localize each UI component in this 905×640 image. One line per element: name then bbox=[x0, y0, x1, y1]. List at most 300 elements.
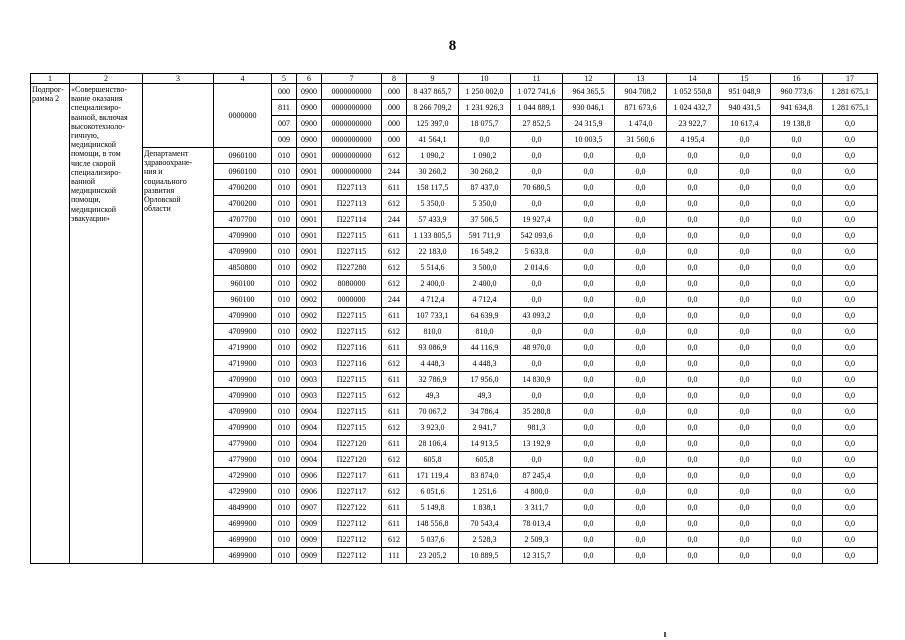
table-body bbox=[31, 84, 878, 564]
table-cell: 0,0 bbox=[667, 404, 719, 420]
table-cell: 010 bbox=[272, 196, 297, 212]
table-cell: 0,0 bbox=[771, 324, 823, 340]
table-cell: 0,0 bbox=[823, 292, 878, 308]
code-cell: 0000000 bbox=[214, 84, 272, 148]
table-cell: 5 350,0 bbox=[459, 196, 511, 212]
table-cell: П227112 bbox=[322, 532, 382, 548]
table-cell: 0903 bbox=[297, 356, 322, 372]
table-cell: 0,0 bbox=[667, 500, 719, 516]
table-cell: 0,0 bbox=[719, 356, 771, 372]
table-cell: 0,0 bbox=[511, 452, 563, 468]
table-cell: 0,0 bbox=[719, 452, 771, 468]
column-header: 17 bbox=[823, 74, 878, 84]
table-cell: 34 786,4 bbox=[459, 404, 511, 420]
table-cell: 0,0 bbox=[771, 436, 823, 452]
table-cell: 0902 bbox=[297, 308, 322, 324]
column-header: 9 bbox=[407, 74, 459, 84]
table-cell: 612 bbox=[382, 532, 407, 548]
table-cell: 4849900 bbox=[214, 500, 272, 516]
table-cell: 0,0 bbox=[771, 548, 823, 564]
table-cell: 0,0 bbox=[667, 532, 719, 548]
table-cell: 5 149,8 bbox=[407, 500, 459, 516]
table-cell: 009 bbox=[272, 132, 297, 148]
table-cell: 0,0 bbox=[771, 484, 823, 500]
table-cell: 4700200 bbox=[214, 180, 272, 196]
table-cell: П227120 bbox=[322, 452, 382, 468]
table-cell: 1 250 002,0 bbox=[459, 84, 511, 100]
table-cell: 0900 bbox=[297, 132, 322, 148]
table-cell: 1 251,6 bbox=[459, 484, 511, 500]
table-cell: 0,0 bbox=[563, 244, 615, 260]
table-cell: 612 bbox=[382, 420, 407, 436]
table-cell: 0,0 bbox=[667, 164, 719, 180]
table-cell: 87 437,0 bbox=[459, 180, 511, 196]
table-cell: 0903 bbox=[297, 388, 322, 404]
column-header: 7 bbox=[322, 74, 382, 84]
table-cell: 0,0 bbox=[823, 276, 878, 292]
column-header: 4 bbox=[214, 74, 272, 84]
table-cell: 0,0 bbox=[615, 516, 667, 532]
table-cell: 4699900 bbox=[214, 516, 272, 532]
table-cell: 612 bbox=[382, 244, 407, 260]
table-cell: 0,0 bbox=[771, 388, 823, 404]
table-cell: 0,0 bbox=[667, 452, 719, 468]
table-cell: 5 350,0 bbox=[407, 196, 459, 212]
table-cell: 010 bbox=[272, 308, 297, 324]
table-cell: 0,0 bbox=[667, 180, 719, 196]
table-cell: 0,0 bbox=[563, 500, 615, 516]
table-cell: 0,0 bbox=[823, 500, 878, 516]
table-cell: 0,0 bbox=[771, 148, 823, 164]
table-cell: 611 bbox=[382, 500, 407, 516]
table-cell: 1 281 675,1 bbox=[823, 100, 878, 116]
table-cell: 010 bbox=[272, 420, 297, 436]
table-cell: 0901 bbox=[297, 180, 322, 196]
table-cell: 244 bbox=[382, 212, 407, 228]
table-cell: П227115 bbox=[322, 388, 382, 404]
table-cell: 0,0 bbox=[823, 324, 878, 340]
table-cell: 0,0 bbox=[667, 260, 719, 276]
table-cell: 0,0 bbox=[563, 420, 615, 436]
table-cell: 0,0 bbox=[823, 516, 878, 532]
table-cell: 000 bbox=[382, 132, 407, 148]
executor-cell-empty bbox=[143, 84, 214, 148]
table-cell: 0,0 bbox=[823, 116, 878, 132]
table-cell: 0,0 bbox=[563, 196, 615, 212]
table-cell: 3 500,0 bbox=[459, 260, 511, 276]
table-cell: П227117 bbox=[322, 468, 382, 484]
table-cell: 0,0 bbox=[511, 148, 563, 164]
table-cell: 3 311,7 bbox=[511, 500, 563, 516]
table-cell: 0,0 bbox=[615, 260, 667, 276]
table-cell: 010 bbox=[272, 484, 297, 500]
table-cell: 0,0 bbox=[667, 196, 719, 212]
table-cell: 0,0 bbox=[771, 244, 823, 260]
table-cell: 0,0 bbox=[823, 340, 878, 356]
table-cell: 010 bbox=[272, 516, 297, 532]
table-cell: 31 560,6 bbox=[615, 132, 667, 148]
table-cell: 0,0 bbox=[771, 276, 823, 292]
table-cell: 0,0 bbox=[615, 436, 667, 452]
table-cell: 612 bbox=[382, 324, 407, 340]
table-cell: 107 733,1 bbox=[407, 308, 459, 324]
table-cell: 0,0 bbox=[771, 196, 823, 212]
table-cell: 83 874,0 bbox=[459, 468, 511, 484]
table-cell: 0,0 bbox=[667, 148, 719, 164]
table-cell: П227116 bbox=[322, 340, 382, 356]
table-cell: 0902 bbox=[297, 292, 322, 308]
table-cell: 0,0 bbox=[719, 324, 771, 340]
table-cell: 0,0 bbox=[719, 180, 771, 196]
table-cell: 612 bbox=[382, 148, 407, 164]
table-cell: 17 956,0 bbox=[459, 372, 511, 388]
table-cell: 244 bbox=[382, 164, 407, 180]
table-cell: 158 117,5 bbox=[407, 180, 459, 196]
column-header: 15 bbox=[719, 74, 771, 84]
column-header: 16 bbox=[771, 74, 823, 84]
table-cell: 0,0 bbox=[615, 180, 667, 196]
table-cell: 0,0 bbox=[563, 436, 615, 452]
table-cell: 0,0 bbox=[511, 132, 563, 148]
table-cell: 4 448,3 bbox=[459, 356, 511, 372]
table-cell: 0,0 bbox=[719, 276, 771, 292]
table-cell: 23 205,2 bbox=[407, 548, 459, 564]
table-cell: 0,0 bbox=[615, 276, 667, 292]
table-cell: 0,0 bbox=[823, 228, 878, 244]
table-cell: 0,0 bbox=[823, 244, 878, 260]
table-cell: 0,0 bbox=[771, 164, 823, 180]
table-cell: 5 633,8 bbox=[511, 244, 563, 260]
table-cell: 1 024 432,7 bbox=[667, 100, 719, 116]
table-cell: 1 090,2 bbox=[407, 148, 459, 164]
table-cell: 010 bbox=[272, 228, 297, 244]
table-cell: 1 072 741,6 bbox=[511, 84, 563, 100]
table-cell: 007 bbox=[272, 116, 297, 132]
table-cell: 0,0 bbox=[615, 292, 667, 308]
table-cell: 2 014,6 bbox=[511, 260, 563, 276]
table-cell: 0,0 bbox=[563, 228, 615, 244]
table-cell: 0,0 bbox=[615, 196, 667, 212]
table-cell: 0,0 bbox=[771, 420, 823, 436]
table-cell: 611 bbox=[382, 308, 407, 324]
table-cell: 0,0 bbox=[563, 404, 615, 420]
table-cell: 0,0 bbox=[615, 484, 667, 500]
table-cell: 0,0 bbox=[667, 436, 719, 452]
column-header: 13 bbox=[615, 74, 667, 84]
table-cell: 93 086,9 bbox=[407, 340, 459, 356]
table-cell: 010 bbox=[272, 276, 297, 292]
table-cell: 0,0 bbox=[615, 388, 667, 404]
table-cell: 964 365,5 bbox=[563, 84, 615, 100]
table-cell: 0,0 bbox=[511, 324, 563, 340]
table-cell: 64 639,9 bbox=[459, 308, 511, 324]
column-header: 1 bbox=[31, 74, 70, 84]
table-cell: 1 231 926,3 bbox=[459, 100, 511, 116]
table-cell: 0,0 bbox=[667, 388, 719, 404]
table-cell: 0,0 bbox=[615, 164, 667, 180]
table-cell: 0,0 bbox=[719, 228, 771, 244]
table-cell: 010 bbox=[272, 356, 297, 372]
table-cell: 8080000 bbox=[322, 276, 382, 292]
table-cell: 0,0 bbox=[719, 516, 771, 532]
table-cell: 30 260,2 bbox=[407, 164, 459, 180]
table-cell: 0906 bbox=[297, 468, 322, 484]
table-cell: 16 549,2 bbox=[459, 244, 511, 260]
table-cell: 4779900 bbox=[214, 436, 272, 452]
table-cell: 010 bbox=[272, 372, 297, 388]
table-cell: 0,0 bbox=[563, 324, 615, 340]
table-cell: 010 bbox=[272, 244, 297, 260]
table-cell: 0,0 bbox=[823, 164, 878, 180]
table-cell: 18 075,7 bbox=[459, 116, 511, 132]
table-cell: 0,0 bbox=[511, 196, 563, 212]
table-cell: 0,0 bbox=[823, 196, 878, 212]
table-cell: 70 067,2 bbox=[407, 404, 459, 420]
table-cell: 0,0 bbox=[615, 532, 667, 548]
table-cell: 810,0 bbox=[459, 324, 511, 340]
table-cell: 0,0 bbox=[719, 468, 771, 484]
table-cell: 0,0 bbox=[771, 500, 823, 516]
table-cell: 0,0 bbox=[771, 372, 823, 388]
table-cell: 0904 bbox=[297, 452, 322, 468]
table-cell: 1 838,1 bbox=[459, 500, 511, 516]
table-cell: 0,0 bbox=[823, 468, 878, 484]
table-cell: 0,0 bbox=[615, 244, 667, 260]
table-cell: 0,0 bbox=[719, 292, 771, 308]
table-cell: 010 bbox=[272, 532, 297, 548]
table-cell: 4709900 bbox=[214, 372, 272, 388]
table-cell: П227112 bbox=[322, 548, 382, 564]
table-cell: 13 192,9 bbox=[511, 436, 563, 452]
table-cell: 0960100 bbox=[214, 164, 272, 180]
table-cell: 244 bbox=[382, 292, 407, 308]
table-cell: 2 400,0 bbox=[459, 276, 511, 292]
table-cell: 000 bbox=[382, 84, 407, 100]
table-cell: П227115 bbox=[322, 244, 382, 260]
table-cell: 0904 bbox=[297, 420, 322, 436]
table-cell: 30 260,2 bbox=[459, 164, 511, 180]
table-cell: П227112 bbox=[322, 516, 382, 532]
table-cell: 0,0 bbox=[823, 372, 878, 388]
table-cell: П227120 bbox=[322, 436, 382, 452]
table-cell: 010 bbox=[272, 436, 297, 452]
table-cell: 1 090,2 bbox=[459, 148, 511, 164]
table-cell: 78 013,4 bbox=[511, 516, 563, 532]
table-cell: 0,0 bbox=[771, 468, 823, 484]
table-cell: 4850800 bbox=[214, 260, 272, 276]
table-cell: 0,0 bbox=[511, 292, 563, 308]
table-cell: 0,0 bbox=[563, 452, 615, 468]
table-cell: 0,0 bbox=[563, 212, 615, 228]
table-cell: 000 bbox=[382, 116, 407, 132]
table-cell: 14 913,5 bbox=[459, 436, 511, 452]
table-cell: 0,0 bbox=[719, 436, 771, 452]
table-cell: П227115 bbox=[322, 324, 382, 340]
column-header: 11 bbox=[511, 74, 563, 84]
table-cell: 0,0 bbox=[771, 212, 823, 228]
subprogram-title-cell: «Совершенство- вание оказания специализиро- ванной, включая высокотехноло- гичную, медицинской помощи, в том числе скорой специализиро- ванной медицинской помощи, медицинской эвакуации» bbox=[70, 84, 143, 564]
table-cell: 0,0 bbox=[823, 436, 878, 452]
table-cell: 010 bbox=[272, 260, 297, 276]
table-cell: 0909 bbox=[297, 516, 322, 532]
table-cell: 0,0 bbox=[667, 516, 719, 532]
table-cell: 4709900 bbox=[214, 420, 272, 436]
table-cell: 4719900 bbox=[214, 340, 272, 356]
table-cell: 10 889,5 bbox=[459, 548, 511, 564]
table-cell: 4699900 bbox=[214, 548, 272, 564]
table-cell: 0900 bbox=[297, 84, 322, 100]
table-cell: 0901 bbox=[297, 196, 322, 212]
table-cell: 0,0 bbox=[615, 324, 667, 340]
table-cell: 0,0 bbox=[563, 532, 615, 548]
table-cell: 612 bbox=[382, 260, 407, 276]
table-cell: 0,0 bbox=[667, 484, 719, 500]
table-cell: 0,0 bbox=[771, 404, 823, 420]
table-cell: 49,3 bbox=[407, 388, 459, 404]
table-cell: 6 051,6 bbox=[407, 484, 459, 500]
table-cell: 4 195,4 bbox=[667, 132, 719, 148]
table-cell: 0,0 bbox=[719, 132, 771, 148]
table-cell: 605,8 bbox=[459, 452, 511, 468]
table-cell: 0,0 bbox=[823, 180, 878, 196]
table-cell: 0,0 bbox=[771, 260, 823, 276]
table-cell: 611 bbox=[382, 180, 407, 196]
table-cell: 19 138,8 bbox=[771, 116, 823, 132]
header-row bbox=[31, 74, 878, 84]
table-cell: 32 786,9 bbox=[407, 372, 459, 388]
table-cell: 37 506,5 bbox=[459, 212, 511, 228]
table-cell: 0,0 bbox=[719, 196, 771, 212]
table-cell: 941 634,8 bbox=[771, 100, 823, 116]
table-cell: 0909 bbox=[297, 532, 322, 548]
table-cell: 0,0 bbox=[823, 420, 878, 436]
table-row bbox=[31, 148, 878, 164]
table-cell: 0,0 bbox=[771, 532, 823, 548]
table-cell: 0,0 bbox=[719, 308, 771, 324]
table-cell: 12 315,7 bbox=[511, 548, 563, 564]
column-header: 3 bbox=[143, 74, 214, 84]
table-cell: 0,0 bbox=[719, 164, 771, 180]
table-cell: 4707700 bbox=[214, 212, 272, 228]
table-cell: 611 bbox=[382, 372, 407, 388]
table-cell: 0,0 bbox=[823, 148, 878, 164]
table-cell: 171 119,4 bbox=[407, 468, 459, 484]
table-cell: П227115 bbox=[322, 308, 382, 324]
table-cell: 612 bbox=[382, 276, 407, 292]
table-cell: 0,0 bbox=[771, 292, 823, 308]
table-cell: 0,0 bbox=[615, 212, 667, 228]
table-cell: 612 bbox=[382, 452, 407, 468]
table-cell: 811 bbox=[272, 100, 297, 116]
table-cell: 904 708,2 bbox=[615, 84, 667, 100]
table-cell: 0,0 bbox=[563, 260, 615, 276]
table-cell: 0960100 bbox=[214, 148, 272, 164]
table-cell: 960 773,6 bbox=[771, 84, 823, 100]
table-cell: 010 bbox=[272, 180, 297, 196]
table-cell: 0,0 bbox=[459, 132, 511, 148]
table-cell: 0903 bbox=[297, 372, 322, 388]
table-cell: 0,0 bbox=[771, 180, 823, 196]
table-cell: 1 133 805,5 bbox=[407, 228, 459, 244]
table-cell: 4729900 bbox=[214, 484, 272, 500]
table-cell: 0904 bbox=[297, 436, 322, 452]
table-cell: 4709900 bbox=[214, 404, 272, 420]
table-cell: 0901 bbox=[297, 228, 322, 244]
table-cell: 4 712,4 bbox=[407, 292, 459, 308]
table-cell: 010 bbox=[272, 452, 297, 468]
table-cell: 0,0 bbox=[771, 340, 823, 356]
table-cell: 0902 bbox=[297, 340, 322, 356]
table-cell: 5 514,6 bbox=[407, 260, 459, 276]
table-cell: 0,0 bbox=[771, 132, 823, 148]
table-cell: 0,0 bbox=[823, 548, 878, 564]
executor-cell: Департамент здравоохране- ния и социального развития Орловской области bbox=[143, 148, 214, 564]
table-cell: П227117 bbox=[322, 484, 382, 500]
table-cell: 0,0 bbox=[563, 356, 615, 372]
table-cell: 0902 bbox=[297, 276, 322, 292]
column-header: 10 bbox=[459, 74, 511, 84]
table-cell: П227122 bbox=[322, 500, 382, 516]
table-cell: 0,0 bbox=[823, 132, 878, 148]
table-cell: 0,0 bbox=[823, 484, 878, 500]
table-cell: 0,0 bbox=[615, 548, 667, 564]
table-cell: 611 bbox=[382, 340, 407, 356]
table-cell: П227115 bbox=[322, 404, 382, 420]
table-cell: 0901 bbox=[297, 164, 322, 180]
table-cell: 0,0 bbox=[563, 164, 615, 180]
table-cell: 5 037,6 bbox=[407, 532, 459, 548]
table-cell: П227113 bbox=[322, 196, 382, 212]
table-cell: 0,0 bbox=[563, 148, 615, 164]
table-cell: 0,0 bbox=[771, 228, 823, 244]
table-cell: 4699900 bbox=[214, 532, 272, 548]
table-cell: 4709900 bbox=[214, 324, 272, 340]
table-cell: 4709900 bbox=[214, 388, 272, 404]
page-number: 8 bbox=[448, 38, 457, 54]
table-cell: 0902 bbox=[297, 324, 322, 340]
table-cell: 000 bbox=[382, 100, 407, 116]
table-cell: 125 397,0 bbox=[407, 116, 459, 132]
table-cell: 27 852,5 bbox=[511, 116, 563, 132]
table-cell: 0,0 bbox=[667, 324, 719, 340]
table-cell: П227280 bbox=[322, 260, 382, 276]
table-cell: 49,3 bbox=[459, 388, 511, 404]
table-cell: 0907 bbox=[297, 500, 322, 516]
table-cell: 0,0 bbox=[823, 260, 878, 276]
table-cell: 4700200 bbox=[214, 196, 272, 212]
table-cell: 0,0 bbox=[771, 356, 823, 372]
table-cell: 0,0 bbox=[563, 548, 615, 564]
table-cell: 0909 bbox=[297, 548, 322, 564]
table-cell: 611 bbox=[382, 516, 407, 532]
table-cell: 87 245,4 bbox=[511, 468, 563, 484]
table-cell: 0,0 bbox=[823, 356, 878, 372]
table-cell: 0,0 bbox=[615, 308, 667, 324]
table-cell: 0,0 bbox=[719, 420, 771, 436]
table-cell: 0,0 bbox=[563, 388, 615, 404]
table-cell: 19 927,4 bbox=[511, 212, 563, 228]
table-cell: 0,0 bbox=[563, 468, 615, 484]
table-cell: 8 266 709,2 bbox=[407, 100, 459, 116]
table-cell: 0,0 bbox=[667, 308, 719, 324]
table-cell: 0,0 bbox=[615, 228, 667, 244]
table-cell: 0,0 bbox=[667, 276, 719, 292]
table-cell: П227114 bbox=[322, 212, 382, 228]
table-cell: 612 bbox=[382, 484, 407, 500]
table-cell: П227115 bbox=[322, 372, 382, 388]
table-cell: 611 bbox=[382, 228, 407, 244]
table-cell: 0,0 bbox=[719, 548, 771, 564]
